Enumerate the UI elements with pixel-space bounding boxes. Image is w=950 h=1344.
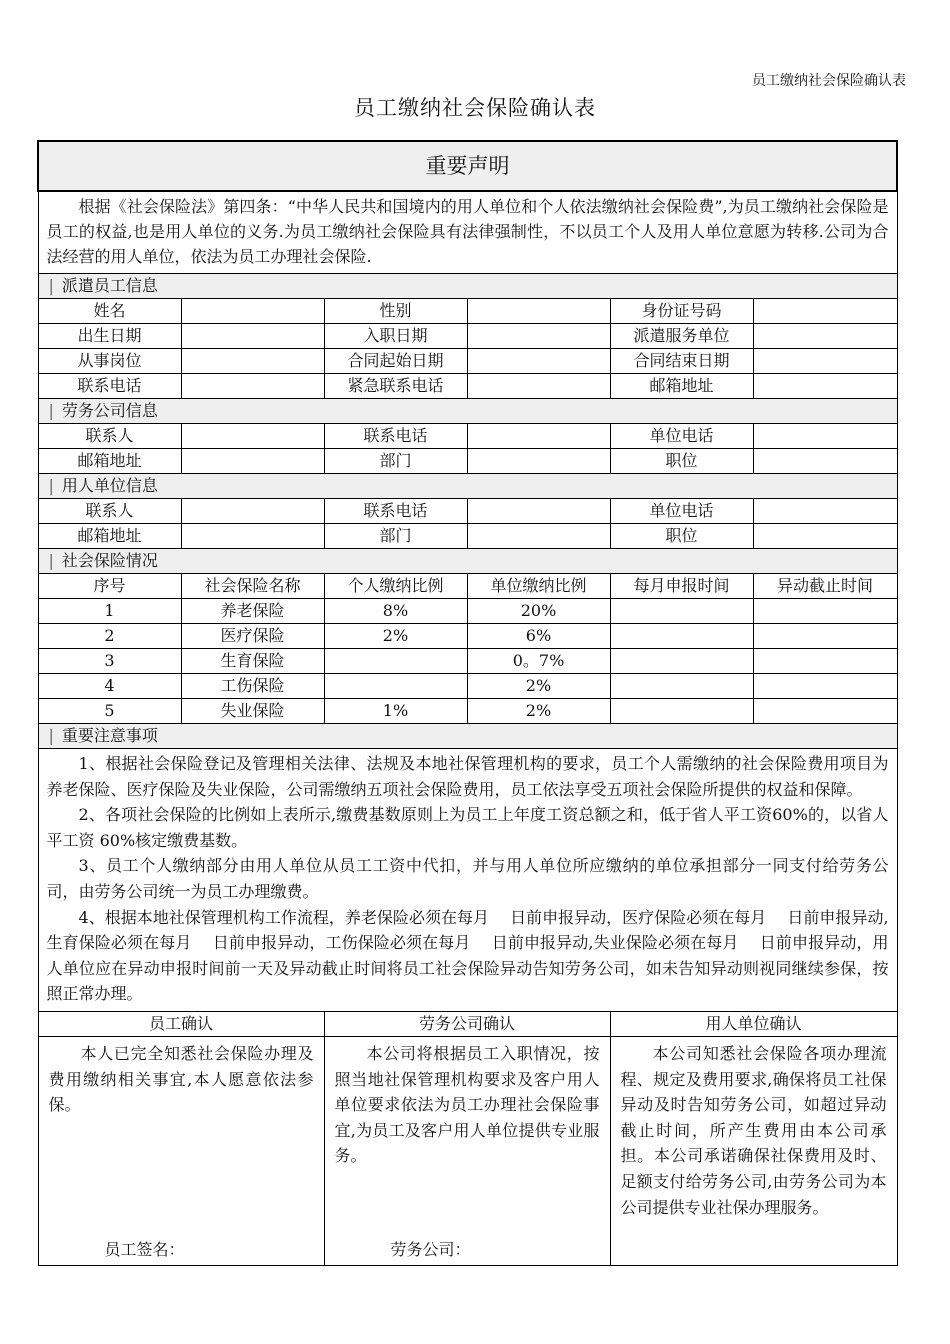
section-title: 派遣员工信息	[61, 276, 158, 295]
field-value[interactable]	[467, 449, 610, 474]
field-label: 性别	[324, 299, 467, 324]
note-item: 4、根据本地社保管理机构工作流程，养老保险必须在每月 日前申报异动，医疗保险必须在每月 日前申报异动,生育保险必须在每月 日前申报异动，工伤保险必须在每月 日前申报异动,失业保险必须在每月 日前申报异动，用人单位应在异动申报时间前一天及异动截止时间将员工社会保险异动告知劳务公司，如未告知异动则视同继续参保，按照正常办理。	[46, 907, 889, 1004]
field-value[interactable]	[753, 499, 897, 524]
note-item: 1、根据社会保险登记及管理相关法律、法规及本地社保管理机构的要求，员工个人需缴纳的社会保险费用项目为养老保险、医疗保险及失业保险，公司需缴纳五项社会保险费用，员工依法享受五项社会保险所提供的权益和保障。	[46, 754, 889, 799]
employee-confirm-cell[interactable]	[38, 1036, 324, 1265]
field-value[interactable]	[753, 374, 897, 399]
notes-body	[38, 749, 897, 1012]
field-label: 从事岗位	[38, 349, 181, 374]
employer-rate: 2%	[467, 674, 610, 699]
insurance-name: 医疗保险	[181, 624, 324, 649]
section-title: 用人单位信息	[61, 476, 158, 495]
field-value[interactable]	[467, 324, 610, 349]
field-label: 出生日期	[38, 324, 181, 349]
table-row	[38, 624, 897, 649]
personal-rate	[324, 674, 467, 699]
field-value[interactable]	[181, 499, 324, 524]
field-label: 联系电话	[38, 374, 181, 399]
field-value[interactable]	[181, 324, 324, 349]
employer-confirm-cell[interactable]	[610, 1036, 897, 1265]
change-deadline[interactable]	[753, 674, 897, 699]
table-row	[38, 424, 897, 449]
note-item: 2、各项社会保险的比例如上表所示,缴费基数原则上为员工上年度工资总额之和，低于省人平工资60%的，以省人平工资 60%核定缴费基数。	[46, 805, 889, 850]
change-deadline[interactable]	[753, 649, 897, 674]
field-value[interactable]	[181, 299, 324, 324]
personal-rate: 2%	[324, 624, 467, 649]
section-bar: |	[48, 476, 54, 495]
field-label: 单位电话	[610, 499, 753, 524]
labor-company-confirm-text: 本公司将根据员工入职情况，按照当地社保管理机构要求及客户用人单位要求依法为员工办理社会保险事宜,为员工及客户用人单位提供专业服务。	[334, 1043, 600, 1166]
table-row	[38, 649, 897, 674]
field-label: 部门	[324, 449, 467, 474]
field-value[interactable]	[181, 449, 324, 474]
confirmation-body-row	[38, 1036, 897, 1265]
labor-company-confirm-cell[interactable]	[324, 1036, 610, 1265]
field-value[interactable]	[753, 449, 897, 474]
field-label: 联系人	[38, 424, 181, 449]
field-label: 姓名	[38, 299, 181, 324]
field-label: 身份证号码	[610, 299, 753, 324]
field-value[interactable]	[181, 374, 324, 399]
employer-rate: 2%	[467, 699, 610, 724]
field-value[interactable]	[753, 524, 897, 549]
insurance-confirmation-form	[37, 140, 898, 1266]
insurance-name: 工伤保险	[181, 674, 324, 699]
field-value[interactable]	[181, 424, 324, 449]
section-title: 劳务公司信息	[61, 401, 158, 420]
field-label: 联系电话	[324, 499, 467, 524]
field-value[interactable]	[753, 324, 897, 349]
monthly-report-time[interactable]	[610, 699, 753, 724]
field-label: 派遣服务单位	[610, 324, 753, 349]
field-label: 邮箱地址	[38, 449, 181, 474]
insurance-name: 生育保险	[181, 649, 324, 674]
field-label: 合同起始日期	[324, 349, 467, 374]
section-title: 社会保险情况	[61, 551, 158, 570]
personal-rate: 1%	[324, 699, 467, 724]
table-row	[38, 299, 897, 324]
field-label: 职位	[610, 449, 753, 474]
monthly-report-time[interactable]	[610, 674, 753, 699]
table-row	[38, 599, 897, 624]
change-deadline[interactable]	[753, 599, 897, 624]
declaration-text	[38, 191, 897, 274]
monthly-report-time[interactable]	[610, 599, 753, 624]
change-deadline[interactable]	[753, 624, 897, 649]
column-header: 社会保险名称	[181, 574, 324, 599]
employee-signature-label: 员工签名：	[104, 1240, 185, 1260]
table-row	[38, 324, 897, 349]
monthly-report-time[interactable]	[610, 649, 753, 674]
section-employer-info	[38, 474, 897, 499]
labor-company-confirm-heading: 劳务公司确认	[324, 1011, 610, 1036]
field-value[interactable]	[467, 499, 610, 524]
section-social-insurance	[38, 549, 897, 574]
employer-rate: 6%	[467, 624, 610, 649]
field-value[interactable]	[753, 424, 897, 449]
row-number: 3	[38, 649, 181, 674]
document-title: 员工缴纳社会保险确认表	[354, 96, 596, 120]
field-value[interactable]	[181, 524, 324, 549]
field-label: 邮箱地址	[38, 524, 181, 549]
section-bar: |	[48, 726, 54, 745]
insurance-header-row	[38, 574, 897, 599]
field-value[interactable]	[467, 524, 610, 549]
section-bar: |	[48, 401, 54, 420]
table-row	[38, 524, 897, 549]
personal-rate: 8%	[324, 599, 467, 624]
insurance-name: 失业保险	[181, 699, 324, 724]
field-value[interactable]	[467, 374, 610, 399]
table-row	[38, 374, 897, 399]
table-row	[38, 499, 897, 524]
field-label: 部门	[324, 524, 467, 549]
field-value[interactable]	[467, 349, 610, 374]
monthly-report-time[interactable]	[610, 624, 753, 649]
section-bar: |	[48, 551, 54, 570]
section-labor-company-info	[38, 399, 897, 424]
employer-confirm-text: 本公司知悉社会保险各项办理流程、规定及费用要求,确保将员工社保异动及时告知劳务公司，如超过异动截止时间，所产生费用由本公司承担。本公司承诺确保社保费用及时、足额支付给劳务公司,由劳务公司为本公司提供专业社保办理服务。	[620, 1043, 887, 1217]
table-row	[38, 349, 897, 374]
field-label: 入职日期	[324, 324, 467, 349]
table-row	[38, 699, 897, 724]
change-deadline[interactable]	[753, 699, 897, 724]
field-value[interactable]	[753, 349, 897, 374]
section-title: 重要注意事项	[61, 726, 158, 745]
field-value[interactable]	[181, 349, 324, 374]
field-value[interactable]	[467, 424, 610, 449]
employee-confirm-heading: 员工确认	[38, 1011, 324, 1036]
field-value[interactable]	[467, 299, 610, 324]
row-number: 4	[38, 674, 181, 699]
column-header: 单位缴纳比例	[467, 574, 610, 599]
employee-confirm-text: 本人已完全知悉社会保险办理及费用缴纳相关事宜,本人愿意依法参保。	[48, 1043, 314, 1115]
declaration-paragraph: 根据《社会保险法》第四条：“中华人民共和国境内的用人单位和个人依法缴纳社会保险费”,为员工缴纳社会保险是员工的权益,也是用人单位的义务.为员工缴纳社会保险具有法律强制性，不以员工个人及用人单位意愿为转移.公司为合法经营的用人单位，依法为员工办理社会保险.	[46, 197, 889, 266]
section-important-notes	[38, 724, 897, 749]
declaration-heading: 重要声明	[38, 141, 897, 191]
employer-confirm-heading: 用人单位确认	[610, 1011, 897, 1036]
field-label: 单位电话	[610, 424, 753, 449]
employer-rate: 20%	[467, 599, 610, 624]
field-label: 联系人	[38, 499, 181, 524]
field-label: 职位	[610, 524, 753, 549]
section-employee-info	[38, 274, 897, 299]
personal-rate	[324, 649, 467, 674]
insurance-name: 养老保险	[181, 599, 324, 624]
row-number: 2	[38, 624, 181, 649]
table-row	[38, 449, 897, 474]
field-label: 合同结束日期	[610, 349, 753, 374]
employer-rate: 0。7%	[467, 649, 610, 674]
note-item: 3、员工个人缴纳部分由用人单位从员工工资中代扣，并与用人单位所应缴纳的单位承担部分一同支付给劳务公司，由劳务公司统一为员工办理缴费。	[46, 856, 889, 901]
field-label: 联系电话	[324, 424, 467, 449]
column-header: 个人缴纳比例	[324, 574, 467, 599]
row-number: 1	[38, 599, 181, 624]
running-header: 员工缴纳社会保险确认表	[752, 73, 906, 89]
field-value[interactable]	[753, 299, 897, 324]
table-row	[38, 674, 897, 699]
column-header: 异动截止时间	[753, 574, 897, 599]
row-number: 5	[38, 699, 181, 724]
column-header: 序号	[38, 574, 181, 599]
column-header: 每月申报时间	[610, 574, 753, 599]
confirmation-header-row	[38, 1011, 897, 1036]
labor-company-signature-label: 劳务公司：	[390, 1240, 471, 1260]
section-bar: |	[48, 276, 54, 295]
field-label: 紧急联系电话	[324, 374, 467, 399]
field-label: 邮箱地址	[610, 374, 753, 399]
